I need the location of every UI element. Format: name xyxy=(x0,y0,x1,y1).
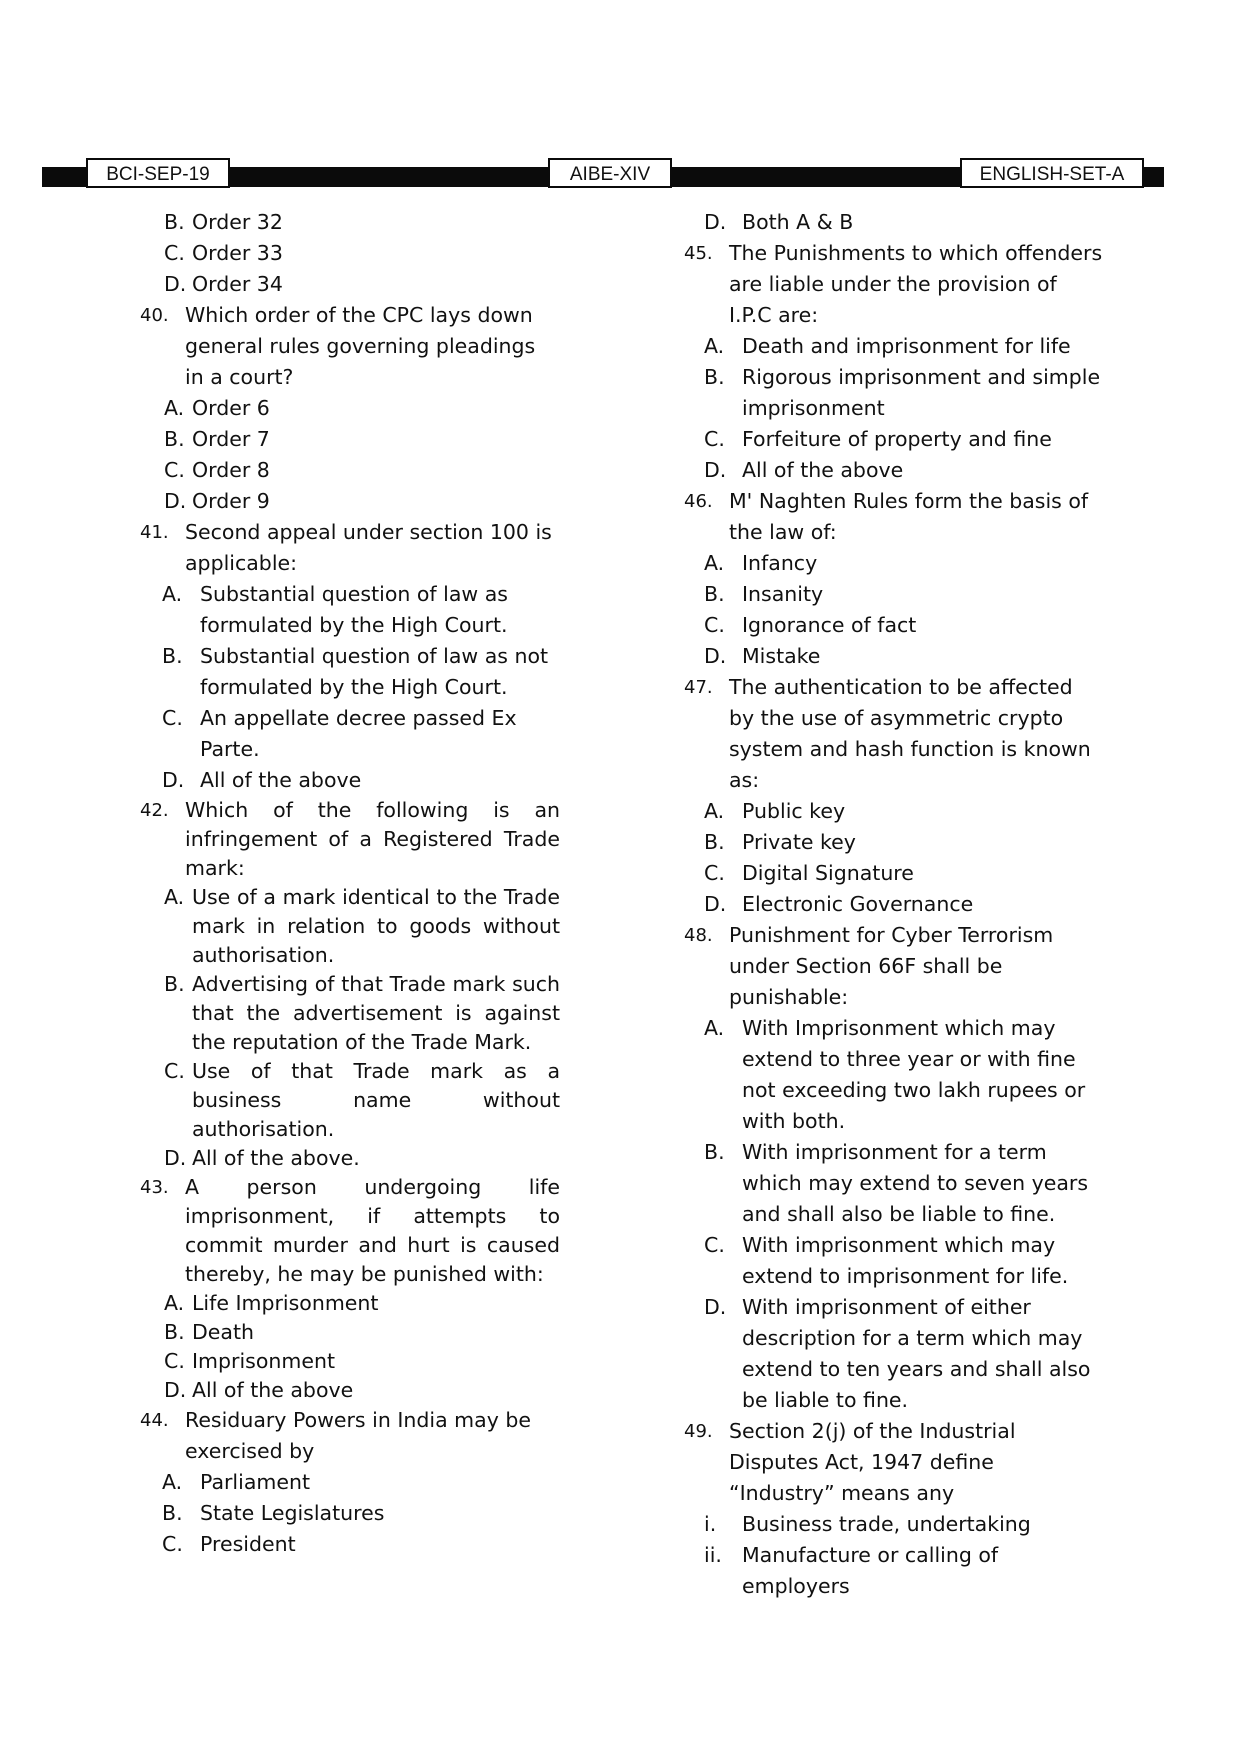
option: B. Substantial question of law as not formulated by the High Court. xyxy=(162,644,549,699)
question-text: Which order of the CPC lays down general rules governing pleadings in a court? xyxy=(185,303,536,389)
option: A. Public key xyxy=(704,799,846,823)
question-40: 40. Which order of the CPC lays down general rules governing pleadings in a court? xyxy=(140,300,560,393)
question-text: Which of the following is an infringement of a Registered Trade mark: xyxy=(185,798,560,880)
option: A. With Imprisonment which may extend to three year or with fine not exceeding two lakh rupees or with both. xyxy=(704,1016,1086,1133)
option: B. Insanity xyxy=(704,582,824,606)
question-43: 43. A person undergoing life imprisonment, if attempts to commit murder and hurt is caused thereby, he may be punished with: xyxy=(140,1173,560,1289)
option: B. Order 32 xyxy=(164,210,283,234)
option: C. With imprisonment which may extend to imprisonment for life. xyxy=(704,1233,1069,1288)
option: A. Parliament xyxy=(162,1470,310,1494)
question-42: 42. Which of the following is an infringement of a Registered Trade mark: xyxy=(140,796,560,883)
option: B. State Legislatures xyxy=(162,1501,385,1525)
question-text: A person undergoing life imprisonment, if attempts to commit murder and hurt is caused thereby, he may be punished with: xyxy=(185,1175,560,1286)
option: D. All of the above xyxy=(704,458,904,482)
option: i. Business trade, undertaking xyxy=(704,1512,1031,1536)
question-text: Section 2(j) of the Industrial Disputes Act, 1947 define “Industry” means any xyxy=(729,1419,1016,1505)
option: B. Private key xyxy=(704,830,856,854)
option: C. Digital Signature xyxy=(704,861,914,885)
option: B. With imprisonment for a term which may extend to seven years and shall also be liable to fine. xyxy=(704,1140,1089,1226)
question-text: M' Naghten Rules form the basis of the law of: xyxy=(729,489,1089,544)
option: A. Order 6 xyxy=(164,396,270,420)
option: A. Substantial question of law as formulated by the High Court. xyxy=(162,582,508,637)
option: C. Use of that Trade mark as a business name without authorisation. xyxy=(164,1059,560,1141)
question-49: 49. Section 2(j) of the Industrial Disputes Act, 1947 define “Industry” means any xyxy=(684,1416,1104,1509)
question-44: 44. Residuary Powers in India may be exercised by xyxy=(140,1405,560,1467)
question-46: 46. M' Naghten Rules form the basis of the law of: xyxy=(684,486,1104,548)
option: A. Death and imprisonment for life xyxy=(704,334,1071,358)
question-47: 47. The authentication to be affected by the use of asymmetric crypto system and hash function is known as: xyxy=(684,672,1104,796)
option: B. Death xyxy=(164,1320,254,1344)
option: A. Use of a mark identical to the Trade mark in relation to goods without authorisation. xyxy=(164,885,560,967)
question-text: Punishment for Cyber Terrorism under Section 66F shall be punishable: xyxy=(729,923,1054,1009)
header-left-label: BCI-SEP-19 xyxy=(86,158,230,188)
left-column xyxy=(140,207,560,1560)
option: C. Ignorance of fact xyxy=(704,613,917,637)
option: D. All of the above. xyxy=(164,1146,360,1170)
option: C. Order 8 xyxy=(164,458,270,482)
question-41: 41. Second appeal under section 100 is applicable: xyxy=(140,517,560,579)
option: C. An appellate decree passed Ex Parte. xyxy=(162,706,517,761)
question-text: The Punishments to which offenders are liable under the provision of I.P.C are: xyxy=(729,241,1103,327)
option: B. Order 7 xyxy=(164,427,270,451)
question-45: 45. The Punishments to which offenders are liable under the provision of I.P.C are: xyxy=(684,238,1104,331)
header-right-label: ENGLISH-SET-A xyxy=(960,158,1144,188)
option: A. Life Imprisonment xyxy=(164,1291,379,1315)
option: C. Forfeiture of property and fine xyxy=(704,427,1052,451)
option: B. Rigorous imprisonment and simple imprisonment xyxy=(704,365,1101,420)
question-text: Residuary Powers in India may be exercised by xyxy=(185,1408,531,1463)
option: D. All of the above xyxy=(164,1378,354,1402)
option: D. Both A & B xyxy=(704,210,854,234)
option: D. All of the above xyxy=(162,768,362,792)
question-text: The authentication to be affected by the use of asymmetric crypto system and hash function is known as: xyxy=(729,675,1091,792)
option: C. Imprisonment xyxy=(164,1349,335,1373)
option: ii. Manufacture or calling of employers xyxy=(704,1543,999,1598)
option: D. With imprisonment of either description for a term which may extend to ten years and shall also be liable to fine. xyxy=(704,1295,1091,1412)
option: A. Infancy xyxy=(704,551,818,575)
option: D. Electronic Governance xyxy=(704,892,974,916)
question-48: 48. Punishment for Cyber Terrorism under Section 66F shall be punishable: xyxy=(684,920,1104,1013)
question-text: Second appeal under section 100 is applicable: xyxy=(185,520,552,575)
option: D. Mistake xyxy=(704,644,821,668)
option: B. Advertising of that Trade mark such that the advertisement is against the reputation of the Trade Mark. xyxy=(164,972,560,1054)
option: C. President xyxy=(162,1532,296,1556)
option: D. Order 9 xyxy=(164,489,270,513)
option: D. Order 34 xyxy=(164,272,283,296)
header-center-label: AIBE-XIV xyxy=(548,158,672,188)
option: C. Order 33 xyxy=(164,241,283,265)
right-column xyxy=(684,207,1104,1602)
